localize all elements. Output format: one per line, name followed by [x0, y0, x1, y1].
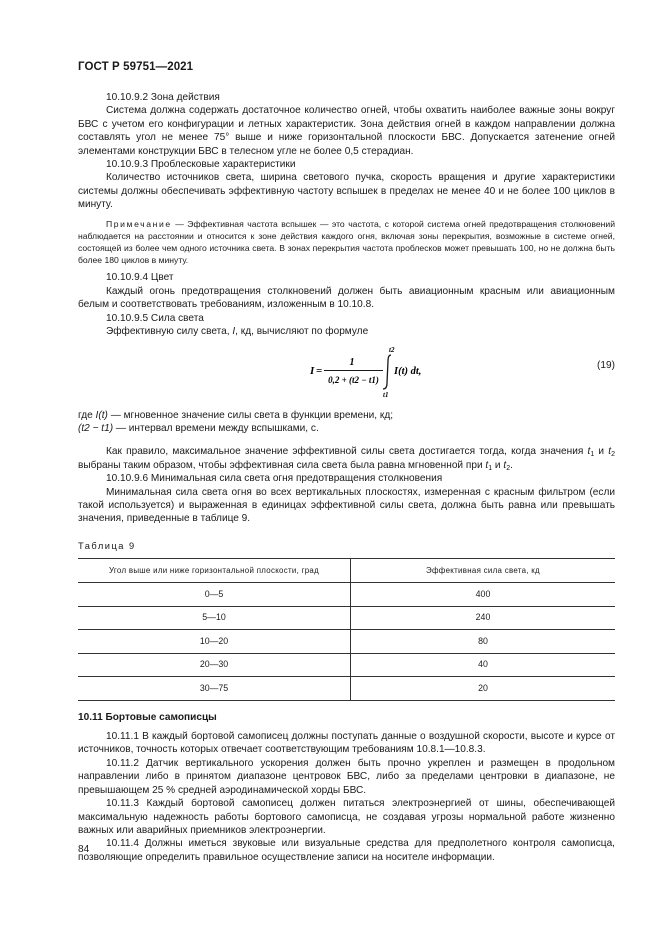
- var-I: I: [232, 326, 236, 338]
- integral-upper-limit: t2: [389, 345, 395, 354]
- paragraph-10-11-1: 10.11.1 В каждый бортовой самописец должны поступать данные о воздушной скорости, высоте и курсе от источников, точность которых отвечает соответствующим требованиям 10.8.1—10.8.3.: [78, 731, 615, 756]
- paragraph-10-10-9-4: Каждый огонь предотвращения столкновений должен быть авиационным красным или авиационным белым и соответствовать требованиям, изложенным в 10.10.8.: [78, 285, 615, 311]
- paragraph-10-10-9-5: Эффективную силу света, I, кд, вычисляют по формуле: [106, 326, 369, 338]
- formula-denominator: 0,2 + (t2 − t1): [328, 374, 379, 385]
- paragraph-10-11-2: 10.11.2 Датчик вертикального ускорения должен быть прочно укреплен и размещен в продольном направлении либо в принятом диапазоне центровок БВС, либо за пределами центровки в диапазоне, не превышающем 25 % средней аэродинамической хорды БВС.: [78, 757, 615, 796]
- table-caption: Таблица 9: [78, 540, 136, 551]
- table-row: [78, 677, 615, 701]
- table-row: [78, 653, 615, 677]
- note-label: Примечание: [106, 218, 172, 229]
- table-cell-intensity: 400: [351, 583, 616, 607]
- heading-10-10-9-5: 10.10.9.5 Сила света: [106, 312, 204, 324]
- table-header-angle: Угол выше или ниже горизонтальной плоскости, град: [78, 559, 351, 583]
- equation-number: (19): [597, 359, 615, 371]
- paragraph-10-11-3: 10.11.3 Каждый бортовой самописец должен питаться электроэнергией от шины, обеспечивающей максимальную надежность работы бортового самописца, не создавая угрозы нормальной работе жизненно важных или аварийных приемников электроэнергии.: [78, 798, 615, 836]
- table-cell-intensity: 80: [351, 630, 616, 654]
- integral-sign: [383, 355, 391, 389]
- paragraph-10-11-4: 10.11.4 Должны иметься звуковые или визуальные средства для предполетного контроля самописца, позволяющие определить правильное осуществление записи на носителе информации.: [78, 838, 615, 863]
- table-cell-angle: 0—5: [78, 583, 351, 607]
- table-cell-angle: 30—75: [78, 677, 351, 701]
- var-interval: (t2 − t1): [78, 422, 114, 434]
- heading-10-10-9-3: 10.10.9.3 Проблесковые характеристики: [106, 159, 296, 171]
- formula-19: [78, 341, 615, 401]
- table-header-row: [78, 559, 615, 583]
- table-header-intensity: Эффективная сила света, кд: [351, 559, 616, 583]
- heading-10-11: 10.11 Бортовые самописцы: [78, 711, 217, 723]
- note-text: — Эффективная частота вспышек — это частота, с которой система огней предотвращения столкновений наблюдается на расстоянии и относится к зоне действия каждого огня, включая зоны перекрытия, возможные в системе огней, состоящей из более чем одного источника света. В зонах перекрытия частота проблесков может превышать 100, но не должна быть более 180 циклов в минуту.: [78, 218, 615, 266]
- heading-10-10-9-4: 10.10.9.4 Цвет: [106, 272, 174, 284]
- table-9: [78, 558, 615, 701]
- definition-interval: (t2 − t1) — интервал времени между вспышками, с.: [78, 422, 319, 434]
- heading-10-10-9-6: 10.10.9.6 Минимальная сила света огня предотвращения столкновения: [106, 473, 443, 485]
- formula-numerator: 1: [349, 356, 355, 368]
- table-cell-intensity: 40: [351, 653, 616, 677]
- effective-intensity-formula: [310, 341, 460, 399]
- formula-equals: =: [316, 364, 323, 377]
- table-row: [78, 630, 615, 654]
- formula-integrand: I(t) dt,: [394, 365, 422, 377]
- table-row: [78, 583, 615, 607]
- paragraph-max-intensity: Как правило, максимальное значение эффективной силы света достигается тогда, когда значения $t_1$ и $t_2$ выбраны таким образом, чтобы эффективная сила света была равна мгновенной при $t_1$ и $t_2$.: [78, 446, 615, 472]
- heading-10-10-9-2: 10.10.9.2 Зона действия: [106, 92, 220, 103]
- paragraph-10-10-9-2: Система должна содержать достаточное количество огней, чтобы охватить наиболее важные зоны вокруг БВС с учетом его конфигурации и летных характеристик. Зона действия огней в каждом направлении должна составлять угол не менее 75° выше и ниже горизонтальной плоскости БВС. Допускается затенение огней элементами конструкции БВС в телесном угле не более 0,5 стерадиан.: [78, 105, 615, 157]
- paragraph-10-10-9-6: Минимальная сила света огня во всех вертикальных плоскостях, измеренная с красным фильтром (если такой используется) и выраженная в единицах эффективной силы света, должна быть равна или превышать значения, приведенные в таблице 9.: [78, 486, 615, 525]
- integral-lower-limit: t1: [383, 390, 389, 399]
- page-number: 84: [78, 844, 90, 855]
- var-It: I(t): [95, 409, 108, 421]
- table-cell-intensity: 20: [351, 677, 616, 701]
- note: [78, 218, 615, 267]
- table-cell-angle: 20—30: [78, 653, 351, 677]
- paragraph-10-10-9-3: Количество источников света, ширина светового пучка, скорость вращения и другие характеристики системы должны обеспечивать эффективную частоту вспышек в пределах не менее 40 и не более 100 циклов в минуту.: [78, 172, 615, 211]
- table-cell-intensity: 240: [351, 606, 616, 630]
- document-body: [78, 91, 615, 864]
- formula-lhs: I: [310, 364, 315, 377]
- table-row: [78, 606, 615, 630]
- table-cell-angle: 10—20: [78, 630, 351, 654]
- standard-header: ГОСТ Р 59751—2021: [78, 61, 194, 73]
- definition-It: где I(t) — мгновенное значение силы света в функции времени, кд;: [78, 409, 394, 421]
- table-cell-angle: 5—10: [78, 606, 351, 630]
